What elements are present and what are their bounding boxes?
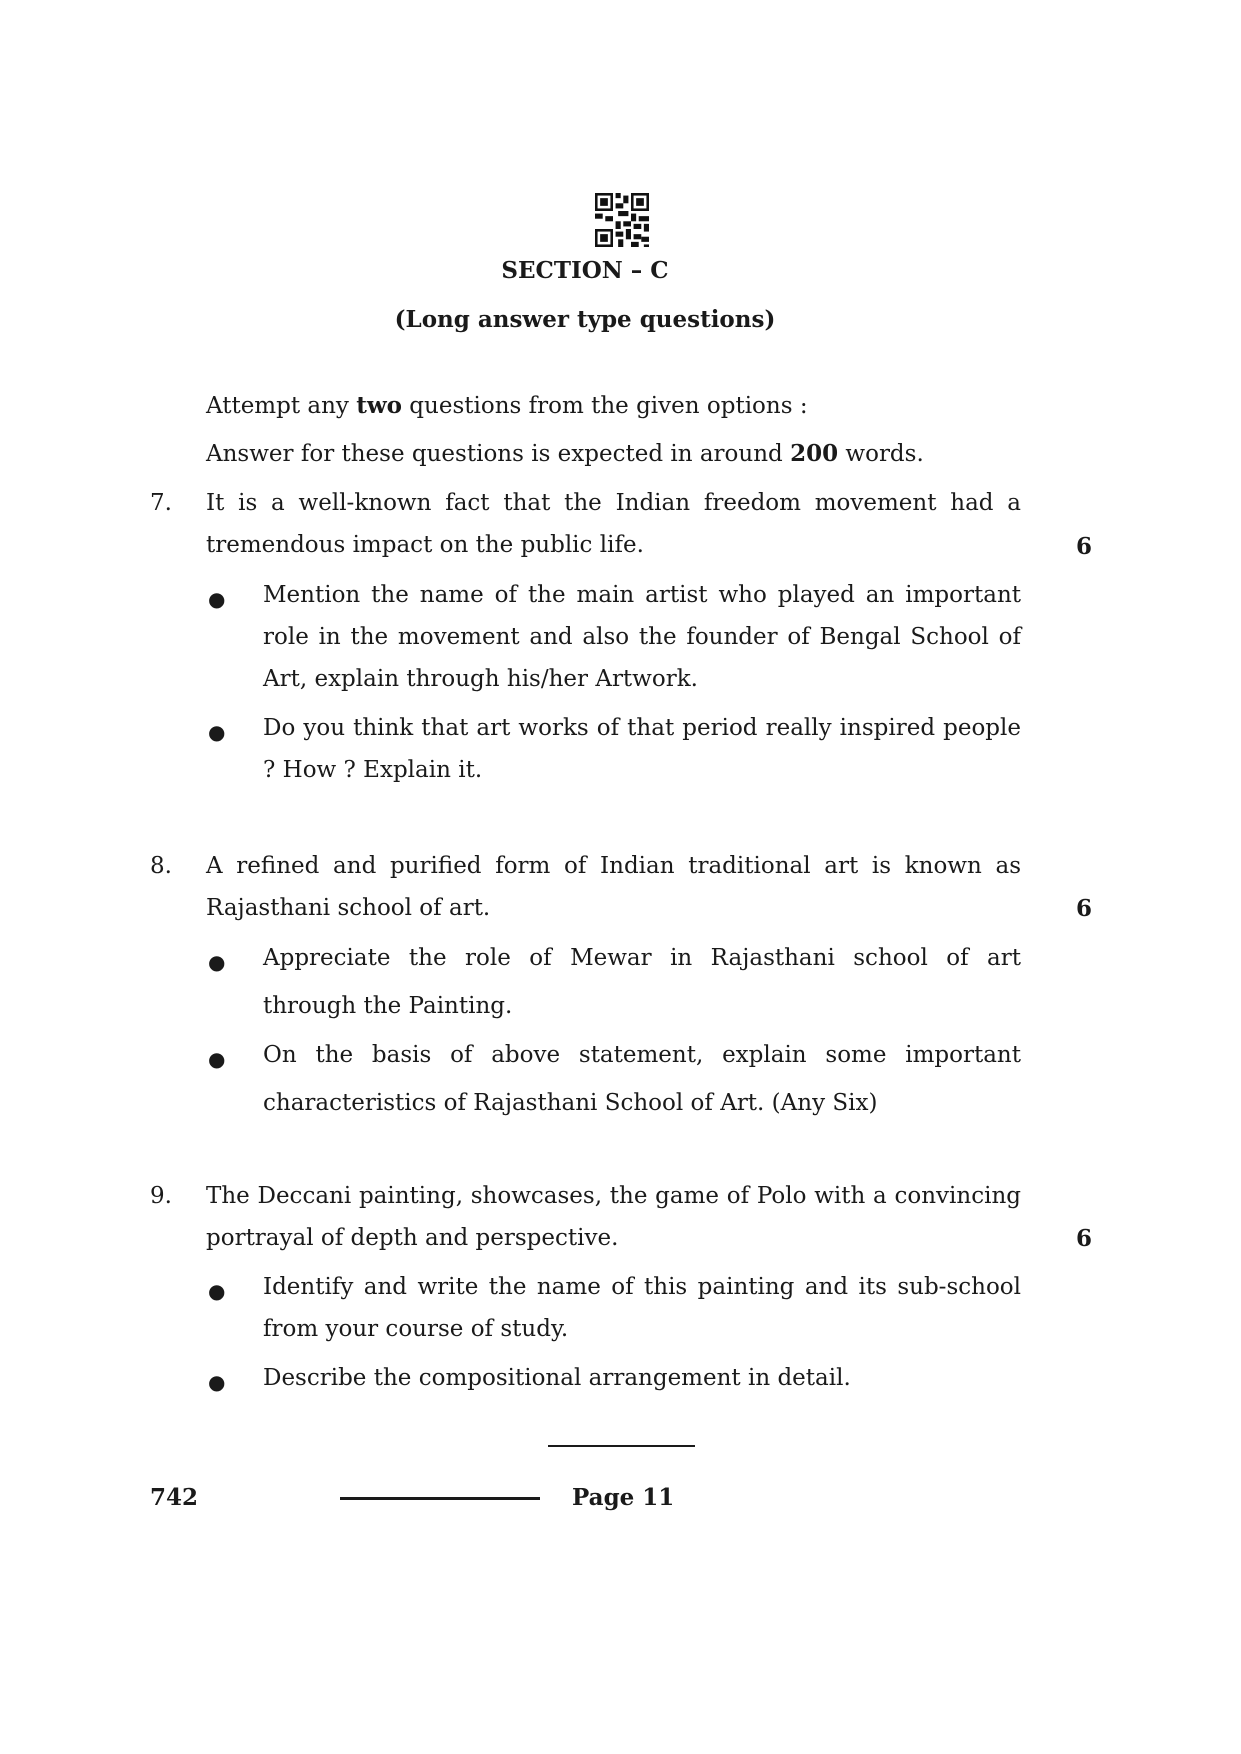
instruction-text: questions from the given options :: [401, 393, 808, 419]
question-bullet-text: On the basis of above statement, explain some important characteristics of Rajasthani School of Art. (Any Six): [263, 1042, 1021, 1116]
section-subtitle: (Long answer type questions): [394, 306, 776, 333]
footer-divider: [340, 1497, 540, 1500]
bullet-icon: ●: [208, 1047, 226, 1071]
question-bullet-text: Do you think that art works of that period really inspired people ? How ? Explain it.: [263, 715, 1021, 783]
qr-code: [594, 193, 650, 247]
question-marks: 6: [1076, 533, 1093, 560]
question-number: 7.: [150, 490, 172, 516]
bullet-icon: ●: [208, 587, 226, 611]
bullet-icon: ●: [208, 720, 226, 744]
question-number: 9.: [150, 1183, 172, 1209]
question-number: 8.: [150, 853, 172, 879]
instruction-emphasis: two: [356, 392, 402, 419]
instruction-text: words.: [838, 441, 924, 467]
section-title: SECTION – C: [501, 257, 669, 284]
question-marks: 6: [1076, 1225, 1093, 1252]
instruction-emphasis: 200: [790, 440, 839, 467]
question-bullet-text: Identify and write the name of this painting and its sub-school from your course of study.: [263, 1274, 1021, 1342]
bullet-icon: ●: [208, 950, 226, 974]
question-marks: 6: [1076, 895, 1093, 922]
instruction-line-1: [206, 392, 808, 419]
question-bullet-text: Appreciate the role of Mewar in Rajasthani school of art through the Painting.: [263, 945, 1021, 1019]
question-text-line: The Deccani painting, showcases, the game of Polo with a convincing: [206, 1183, 1021, 1209]
instruction-text: Answer for these questions is expected in around: [206, 441, 791, 467]
question-text-line: tremendous impact on the public life.: [206, 532, 644, 558]
end-divider: [548, 1445, 695, 1447]
page-number: Page 11: [572, 1484, 675, 1511]
instruction-line-2: [206, 440, 924, 467]
question-text-line: Rajasthani school of art.: [206, 895, 491, 921]
instruction-text: Attempt any: [206, 393, 357, 419]
bullet-icon: ●: [208, 1370, 226, 1394]
question-text-line: It is a well-known fact that the Indian freedom movement had a: [206, 490, 1021, 516]
question-text-line: A refined and purified form of Indian traditional art is known as: [206, 853, 1021, 879]
question-bullet-text: Mention the name of the main artist who played an important role in the movement and also the founder of Bengal School of Art, explain through his/her Artwork.: [263, 582, 1021, 692]
question-text-line: portrayal of depth and perspective.: [206, 1225, 619, 1251]
paper-code: 742: [150, 1484, 199, 1511]
bullet-icon: ●: [208, 1279, 226, 1303]
question-bullet-text: Describe the compositional arrangement in detail.: [263, 1365, 851, 1391]
